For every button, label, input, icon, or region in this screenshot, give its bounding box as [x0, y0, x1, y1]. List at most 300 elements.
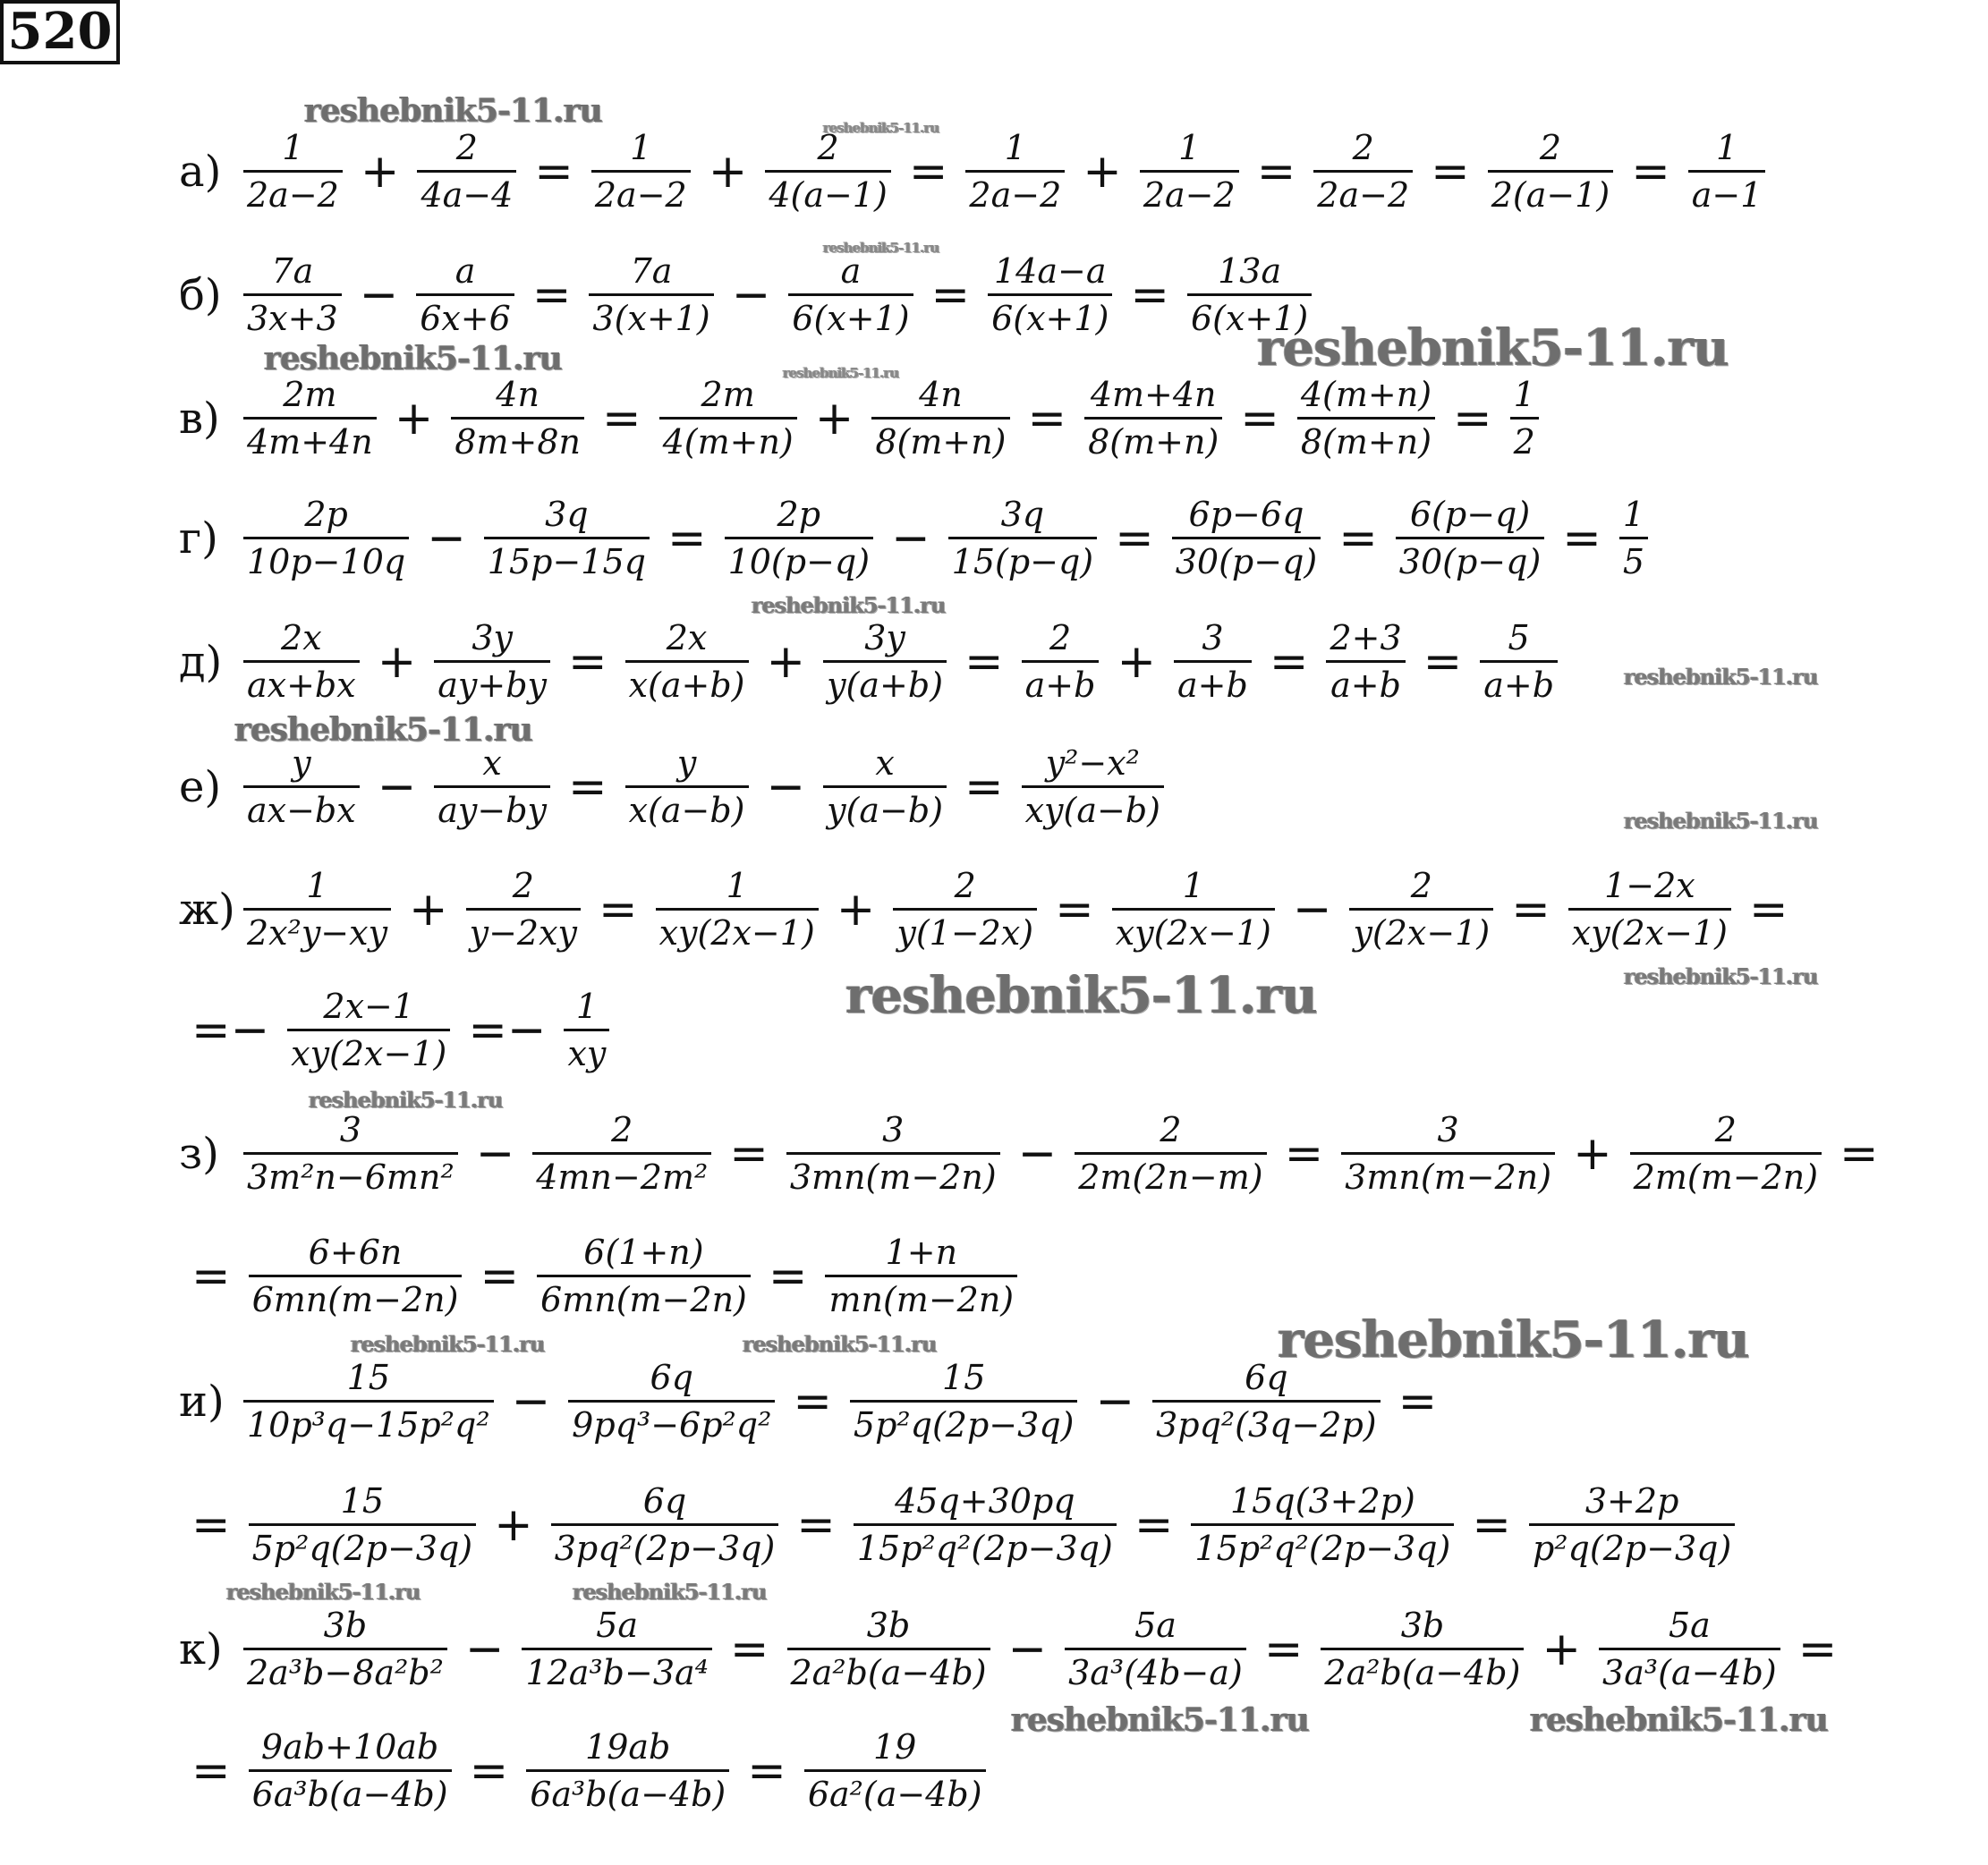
- equation-line: [179, 1603, 1849, 1695]
- operator: −: [1007, 1622, 1048, 1676]
- equation-line: [179, 1107, 1891, 1200]
- item-label: д): [179, 636, 223, 687]
- denominator: 8(m+n): [875, 422, 1007, 462]
- fraction: [799, 1725, 991, 1817]
- fraction: [238, 1603, 453, 1695]
- numerator: 14a−a: [994, 251, 1107, 291]
- watermark: reshebnik5-11.ru: [1530, 1701, 1828, 1739]
- equation-line: [179, 1479, 1740, 1571]
- operator: =: [534, 144, 573, 199]
- denominator: ax−bx: [247, 791, 356, 830]
- watermark: reshebnik5-11.ru: [1011, 1701, 1309, 1739]
- fraction: [1321, 615, 1410, 708]
- fraction: [1505, 372, 1544, 464]
- operator: =: [531, 267, 572, 322]
- fraction: [238, 615, 365, 708]
- denominator: y(2x−1): [1353, 913, 1491, 953]
- fraction: [238, 249, 347, 341]
- numerator: 6p−6q: [1188, 495, 1304, 534]
- fraction: [1563, 863, 1737, 955]
- numerator: 2m: [701, 375, 755, 414]
- denominator: 8(m+n): [1300, 422, 1432, 462]
- fraction: [583, 249, 718, 341]
- denominator: 6a²(a−4b): [807, 1775, 982, 1814]
- item-label: к): [179, 1623, 223, 1674]
- denominator: xy: [567, 1034, 607, 1073]
- fraction: [620, 741, 754, 833]
- denominator: 2a−2: [247, 175, 339, 215]
- fraction: [1016, 615, 1105, 708]
- operator: =: [1284, 1126, 1324, 1181]
- numerator: 4(m+n): [1300, 375, 1432, 414]
- operator: −: [464, 1622, 505, 1676]
- fraction: [1344, 863, 1499, 955]
- fraction: [243, 1479, 482, 1571]
- numerator: 6q: [650, 1358, 693, 1397]
- fraction: [527, 1107, 717, 1200]
- numerator: 3b: [1400, 1606, 1445, 1645]
- operator: =: [1562, 511, 1601, 565]
- operator: =: [964, 759, 1004, 814]
- fraction: [1059, 1603, 1252, 1695]
- operator: =: [1839, 1126, 1879, 1181]
- denominator: 10p³q−15p²q²: [247, 1405, 490, 1445]
- operator: =: [1263, 1622, 1304, 1676]
- denominator: ay−by: [438, 791, 548, 830]
- operator: −: [475, 1126, 515, 1181]
- fraction: [238, 741, 365, 833]
- denominator: 2a−2: [594, 175, 687, 215]
- numerator: 6q: [1245, 1358, 1288, 1397]
- denominator: a+b: [1177, 665, 1248, 705]
- watermark: reshebnik5-11.ru: [1257, 318, 1729, 377]
- fraction: [243, 1725, 457, 1817]
- equation-line: [179, 1725, 991, 1817]
- operator: +: [394, 391, 434, 445]
- numerator: 6(p−q): [1409, 495, 1531, 534]
- operator: =: [601, 391, 641, 445]
- fraction: [650, 863, 824, 955]
- denominator: 2a²b(a−4b): [1324, 1653, 1521, 1692]
- fraction: [479, 492, 655, 584]
- numerator: 2x−1: [323, 987, 415, 1026]
- fraction: [586, 125, 696, 217]
- fraction: [783, 249, 918, 341]
- watermark: reshebnik5-11.ru: [743, 1331, 937, 1357]
- operator: −: [1017, 1126, 1058, 1181]
- denominator: 6mn(m−2n): [540, 1280, 747, 1319]
- numerator: 1: [1178, 128, 1201, 167]
- numerator: 3q: [545, 495, 589, 534]
- denominator: 10p−10q: [247, 542, 406, 581]
- denominator: 10(p−q): [727, 542, 871, 581]
- numerator: 15: [346, 1358, 390, 1397]
- numerator: 1: [1622, 495, 1645, 534]
- numerator: 13a: [1218, 251, 1282, 291]
- operator: =: [1472, 1497, 1511, 1552]
- item-label: з): [179, 1128, 219, 1179]
- numerator: x: [482, 743, 502, 783]
- operator: =: [1748, 882, 1788, 937]
- numerator: 9ab+10ab: [260, 1727, 439, 1767]
- fraction: [558, 984, 615, 1076]
- fraction: [782, 1603, 996, 1695]
- fraction: [1614, 492, 1653, 584]
- operator: =: [796, 1497, 836, 1552]
- operator: −: [891, 511, 930, 565]
- watermark: reshebnik5-11.ru: [1624, 664, 1818, 690]
- operator: =: [1115, 511, 1154, 565]
- equation-line: [179, 249, 1317, 341]
- denominator: 15p²q²(2p−3q): [856, 1529, 1113, 1568]
- fraction: [1069, 1107, 1271, 1200]
- denominator: ax+bx: [247, 665, 356, 705]
- denominator: 2: [1513, 422, 1535, 462]
- fraction: [1524, 1479, 1740, 1571]
- problem-number: 520: [0, 0, 120, 64]
- operator: −: [766, 759, 806, 814]
- numerator: 15: [340, 1481, 385, 1521]
- operator: =: [1631, 144, 1670, 199]
- fraction: [243, 1230, 468, 1322]
- numerator: 2: [1539, 128, 1562, 167]
- denominator: 2(a−1): [1491, 175, 1610, 215]
- denominator: x(a−b): [628, 791, 745, 830]
- denominator: 3a³(4b−a): [1068, 1653, 1243, 1692]
- denominator: p²q(2p−3q): [1532, 1529, 1732, 1568]
- numerator: 15: [942, 1358, 986, 1397]
- denominator: xy(2x−1): [1115, 913, 1271, 953]
- denominator: 2a−2: [1143, 175, 1236, 215]
- denominator: 2a²b(a−4b): [790, 1653, 987, 1692]
- operator: =: [480, 1249, 520, 1303]
- numerator: 1: [282, 128, 304, 167]
- operator: =: [747, 1743, 786, 1798]
- fraction: [1308, 125, 1418, 217]
- operator: +: [1573, 1126, 1612, 1181]
- operator: =: [1240, 391, 1279, 445]
- fraction: [429, 741, 556, 833]
- numerator: x: [875, 743, 895, 783]
- fraction: [282, 984, 455, 1076]
- denominator: 5: [1622, 542, 1645, 581]
- fraction: [866, 372, 1015, 464]
- watermark: reshebnik5-11.ru: [1624, 808, 1818, 834]
- equation-line: [179, 615, 1563, 708]
- fraction: [446, 372, 590, 464]
- denominator: 5p²q(2p−3q): [251, 1529, 473, 1568]
- operator: =: [599, 882, 638, 937]
- equation-line: [179, 125, 1771, 217]
- fraction: [848, 1479, 1122, 1571]
- denominator: 6a³b(a−4b): [251, 1775, 448, 1814]
- denominator: 6(x+1): [991, 299, 1109, 338]
- fraction: [1315, 1603, 1529, 1695]
- operator: =: [1134, 1497, 1174, 1552]
- denominator: y(1−2x): [896, 913, 1034, 953]
- watermark: reshebnik5-11.ru: [573, 1579, 767, 1605]
- numerator: 6q: [642, 1481, 687, 1521]
- operator: =−: [191, 1003, 270, 1057]
- operator: −: [731, 267, 771, 322]
- fraction: [719, 492, 879, 584]
- equation-line: [179, 492, 1653, 584]
- operator: =: [1256, 144, 1296, 199]
- fraction: [1185, 1479, 1459, 1571]
- denominator: 9pq³−6p²q²: [572, 1405, 772, 1445]
- fraction: [1079, 372, 1228, 464]
- denominator: 30(p−q): [1175, 542, 1318, 581]
- operator: −: [1095, 1374, 1135, 1428]
- denominator: xy(2x−1): [1571, 913, 1728, 953]
- operator: −: [511, 1374, 551, 1428]
- denominator: 6x+6: [420, 299, 511, 338]
- fraction: [620, 615, 754, 708]
- numerator: a: [840, 251, 862, 291]
- operator: =: [1055, 882, 1094, 937]
- denominator: 4(a−1): [769, 175, 888, 215]
- equation-line: [179, 1230, 1023, 1322]
- numerator: 3+2p: [1584, 1481, 1679, 1521]
- operator: =: [1453, 391, 1492, 445]
- denominator: 6(x+1): [792, 299, 910, 338]
- numerator: 6(1+n): [583, 1233, 704, 1272]
- numerator: 4n: [496, 375, 539, 414]
- watermark: reshebnik5-11.ru: [304, 92, 602, 130]
- numerator: 3b: [323, 1606, 368, 1645]
- numerator: 3: [1437, 1110, 1459, 1149]
- numerator: 19: [873, 1727, 917, 1767]
- operator: +: [377, 634, 417, 689]
- operator: =: [1797, 1622, 1838, 1676]
- denominator: 4(m+n): [662, 422, 794, 462]
- fraction: [411, 249, 520, 341]
- operator: =−: [468, 1003, 547, 1057]
- numerator: 2m: [283, 375, 337, 414]
- fraction: [516, 1603, 717, 1695]
- denominator: 4a−4: [421, 175, 514, 215]
- numerator: 1: [306, 866, 328, 905]
- fraction: [238, 863, 396, 955]
- operator: =: [1511, 882, 1550, 937]
- operator: =: [1431, 144, 1470, 199]
- numerator: 2: [455, 128, 478, 167]
- operator: =: [908, 144, 948, 199]
- fraction: [760, 125, 896, 217]
- operator: +: [1542, 1622, 1582, 1676]
- numerator: 4n: [919, 375, 963, 414]
- denominator: y(a−b): [827, 791, 944, 830]
- numerator: 2: [1352, 128, 1374, 167]
- denominator: a+b: [1483, 665, 1555, 705]
- operator: =: [1130, 267, 1169, 322]
- numerator: 5a: [1668, 1606, 1711, 1645]
- watermark: reshebnik5-11.ru: [351, 1331, 545, 1357]
- operator: −: [427, 511, 466, 565]
- operator: −: [377, 759, 417, 814]
- denominator: 3pq²(2p−3q): [554, 1529, 776, 1568]
- operator: =: [1269, 634, 1309, 689]
- numerator: 19ab: [585, 1727, 671, 1767]
- fraction: [820, 1230, 1023, 1322]
- denominator: 4mn−2m²: [536, 1157, 709, 1197]
- operator: =: [191, 1743, 231, 1798]
- operator: =: [768, 1249, 808, 1303]
- denominator: 8(m+n): [1088, 422, 1219, 462]
- numerator: a: [455, 251, 476, 291]
- item-label: в): [179, 393, 220, 444]
- watermark: reshebnik5-11.ru: [226, 1579, 421, 1605]
- denominator: a+b: [1024, 665, 1096, 705]
- fraction: [888, 863, 1042, 955]
- watermark: reshebnik5-11.ru: [309, 1087, 503, 1113]
- denominator: 3mn(m−2n): [789, 1157, 997, 1197]
- fraction: [818, 741, 952, 833]
- watermark: reshebnik5-11.ru: [1624, 963, 1818, 989]
- numerator: 5a: [1134, 1606, 1177, 1645]
- operator: =: [469, 1743, 509, 1798]
- fraction: [238, 492, 414, 584]
- fraction: [1474, 615, 1563, 708]
- numerator: y: [292, 743, 311, 783]
- denominator: 2m(2n−m): [1078, 1157, 1263, 1197]
- operator: =: [930, 267, 971, 322]
- watermark: reshebnik5-11.ru: [823, 120, 939, 136]
- fraction: [531, 1230, 756, 1322]
- numerator: 1: [1716, 128, 1738, 167]
- denominator: 3x+3: [247, 299, 338, 338]
- operator: +: [708, 144, 748, 199]
- operator: +: [1117, 634, 1157, 689]
- numerator: 4m+4n: [1090, 375, 1217, 414]
- fraction: [238, 1107, 463, 1200]
- denominator: 3(x+1): [592, 299, 710, 338]
- numerator: 15q(3+2p): [1229, 1481, 1415, 1521]
- fraction: [461, 863, 586, 955]
- denominator: 3mn(m−2n): [1345, 1157, 1552, 1197]
- operator: =: [964, 634, 1004, 689]
- numerator: 2: [611, 1110, 633, 1149]
- operator: =: [568, 759, 607, 814]
- denominator: 2m(m−2n): [1633, 1157, 1819, 1197]
- watermark: reshebnik5-11.ru: [823, 240, 939, 256]
- operator: +: [836, 882, 876, 937]
- denominator: a−1: [1691, 175, 1763, 215]
- denominator: 3m²n−6mn²: [247, 1157, 455, 1197]
- operator: =: [191, 1249, 231, 1303]
- fraction: [429, 615, 556, 708]
- fraction: [1016, 741, 1169, 833]
- fraction: [412, 125, 522, 217]
- numerator: 3: [339, 1110, 361, 1149]
- numerator: 3: [882, 1110, 905, 1149]
- fraction: [1483, 125, 1619, 217]
- numerator: 5: [1508, 618, 1530, 657]
- denominator: x(a+b): [628, 665, 745, 705]
- denominator: 5p²q(2p−3q): [853, 1405, 1075, 1445]
- fraction: [238, 1355, 499, 1447]
- fraction: [1107, 863, 1280, 955]
- numerator: 1+n: [885, 1233, 958, 1272]
- fraction: [1625, 1107, 1827, 1200]
- operator: +: [766, 634, 806, 689]
- watermark: reshebnik5-11.ru: [783, 365, 899, 381]
- fraction: [1336, 1107, 1560, 1200]
- item-label: ж): [179, 884, 235, 935]
- fraction: [521, 1725, 735, 1817]
- watermark: reshebnik5-11.ru: [845, 966, 1317, 1025]
- numerator: 1: [575, 987, 599, 1026]
- denominator: ay+by: [438, 665, 548, 705]
- numerator: 7a: [271, 251, 314, 291]
- numerator: 3b: [866, 1606, 911, 1645]
- denominator: xy(2x−1): [291, 1034, 447, 1073]
- numerator: 1−2x: [1604, 866, 1695, 905]
- item-label: и): [179, 1376, 225, 1427]
- operator: =: [667, 511, 707, 565]
- denominator: 15p−15q: [487, 542, 646, 581]
- equation-line: [179, 984, 615, 1076]
- numerator: 2: [954, 866, 976, 905]
- denominator: xy(a−b): [1024, 791, 1160, 830]
- numerator: 3: [1202, 618, 1224, 657]
- operator: =: [1423, 634, 1463, 689]
- numerator: 3q: [1000, 495, 1045, 534]
- fraction: [1134, 125, 1245, 217]
- denominator: 12a³b−3a⁴: [525, 1653, 709, 1692]
- operator: −: [1292, 882, 1332, 937]
- denominator: 8m+8n: [455, 422, 581, 462]
- numerator: 3y: [864, 618, 905, 657]
- operator: +: [1083, 144, 1122, 199]
- watermark: reshebnik5-11.ru: [1278, 1310, 1749, 1369]
- operator: =: [729, 1622, 769, 1676]
- operator: =: [1398, 1374, 1438, 1428]
- numerator: 45q+30pq: [895, 1481, 1075, 1521]
- numerator: 5a: [596, 1606, 639, 1645]
- equation-line: [179, 1355, 1449, 1447]
- denominator: 2a−2: [1317, 175, 1410, 215]
- numerator: 6+6n: [308, 1233, 403, 1272]
- fraction: [1593, 1603, 1786, 1695]
- denominator: 15(p−q): [951, 542, 1094, 581]
- operator: =: [793, 1374, 832, 1428]
- equation-line: [179, 863, 1801, 955]
- denominator: 3a³(a−4b): [1602, 1653, 1777, 1692]
- numerator: y: [676, 743, 697, 783]
- fraction: [563, 1355, 780, 1447]
- operator: =: [1027, 391, 1067, 445]
- fraction: [982, 249, 1117, 341]
- fraction: [1390, 492, 1550, 584]
- operator: +: [409, 882, 448, 937]
- numerator: 2: [1049, 618, 1072, 657]
- fraction: [1168, 615, 1257, 708]
- fraction: [238, 372, 382, 464]
- numerator: 7a: [630, 251, 673, 291]
- denominator: mn(m−2n): [828, 1280, 1015, 1319]
- denominator: 15p²q²(2p−3q): [1194, 1529, 1451, 1568]
- denominator: 2a³b−8a²b²: [247, 1653, 444, 1692]
- denominator: 30(p−q): [1398, 542, 1542, 581]
- fraction: [818, 615, 952, 708]
- numerator: 1: [1182, 866, 1204, 905]
- operator: =: [729, 1126, 769, 1181]
- denominator: 6mn(m−2n): [251, 1280, 459, 1319]
- equation-line: [179, 372, 1544, 464]
- operator: +: [814, 391, 854, 445]
- fraction: [654, 372, 803, 464]
